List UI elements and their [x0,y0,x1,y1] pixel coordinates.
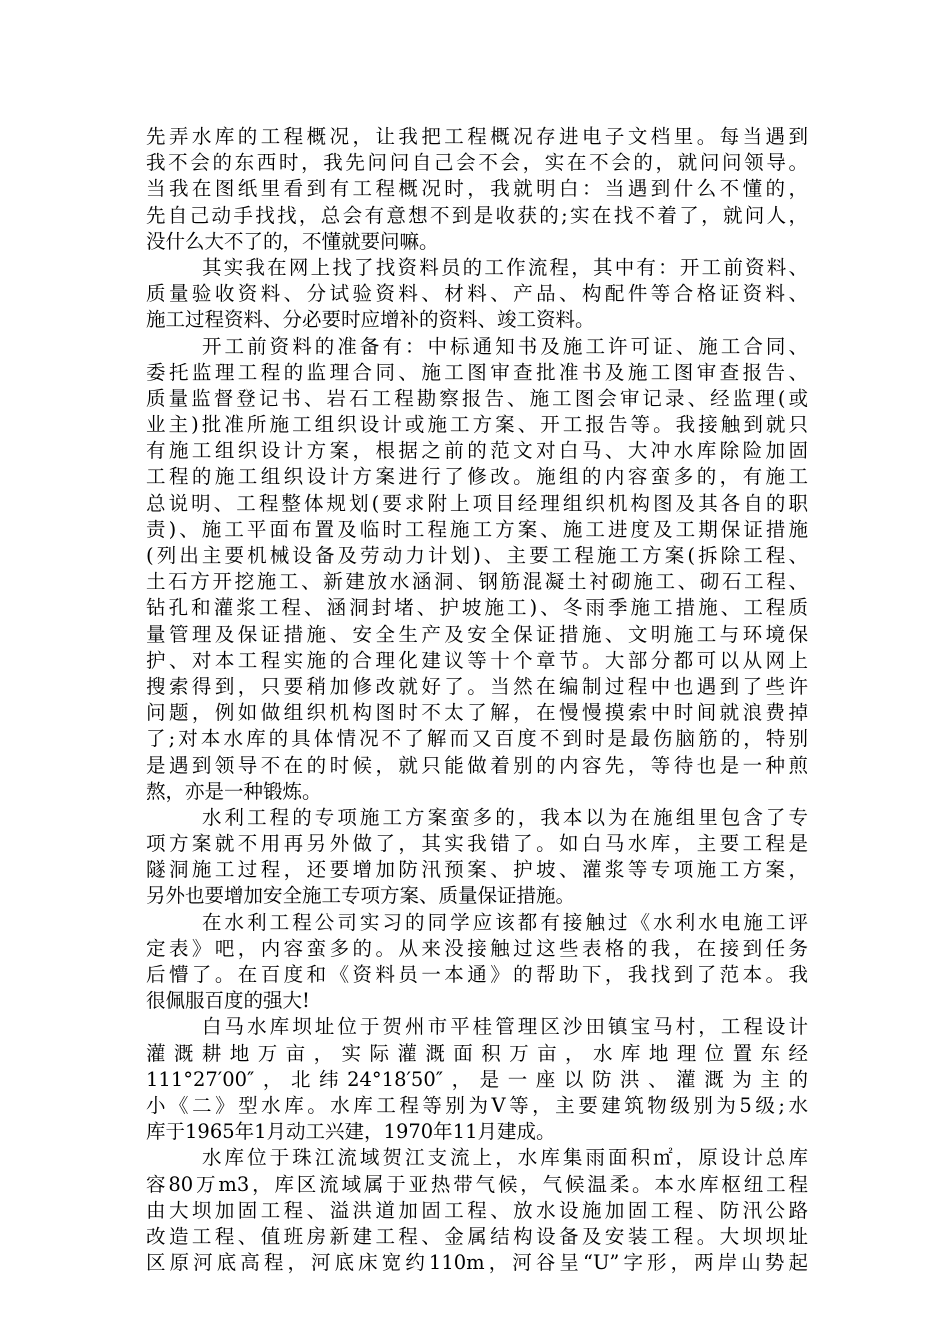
text-line: 工程的施工组织设计方案进行了修改。施组的内容蛮多的，有施工 [146,465,808,489]
text-line: 钻孔和灌浆工程、涵洞封堵、护坡施工)、冬雨季施工措施、工程质 [146,596,808,620]
text-line: 质量监督登记书、岩石工程勘察报告、施工图会审记录、经监理(或 [146,386,808,410]
text-line: 总说明、工程整体规划(要求附上项目经理组织机构图及其各自的职 [146,491,808,515]
text-line: 业主)批准所施工组织设计或施工方案、开工报告等。我接触到就只 [146,413,808,437]
text-line: 由大坝加固工程、溢洪道加固工程、放水设施加固工程、防汛公路 [146,1198,808,1222]
text-line: 项方案就不用再另外做了，其实我错了。如白马水库，主要工程是 [146,832,808,856]
text-line: 没什么大不了的，不懂就要问嘛。 [146,229,439,253]
text-line: 区原河底高程，河底床宽约110m，河谷呈“U”字形，两岸山势起 [146,1251,808,1275]
text-line: 在水利工程公司实习的同学应该都有接触过《水利水电施工评 [202,910,808,934]
text-line: 施工过程资料、分必要时应增补的资料、竣工资料。 [146,308,595,332]
text-line: 责)、施工平面布置及临时工程施工方案、施工进度及工期保证措施 [146,517,808,541]
text-line: 护、对本工程实施的合理化建议等十个章节。大部分都可以从网上 [146,648,808,672]
text-line: 了;对本水库的具体情况不了解而又百度不到时是最伤脑筋的，特别 [146,727,808,751]
text-line: 是遇到领导不在的时候，就只能做着别的内容先，等待也是一种煎 [146,753,808,777]
text-line: 开工前资料的准备有：中标通知书及施工许可证、施工合同、 [202,334,808,358]
text-line: 我不会的东西时，我先问问自己会不会，实在不会的，就问问领导。 [146,151,808,175]
text-line: 当我在图纸里看到有工程概况时，我就明白：当遇到什么不懂的， [146,177,808,201]
text-line: 定表》吧，内容蛮多的。从来没接触过这些表格的我，在接到任务 [146,936,808,960]
text-line: 小《二》型水库。水库工程等别为Ⅴ等，主要建筑物级别为5级;水 [146,1093,808,1117]
text-line: 先弄水库的工程概况，让我把工程概况存进电子文档里。每当遇到 [146,125,808,148]
text-line: 熬，亦是一种锻炼。 [146,779,322,803]
text-line: 容80万m3，库区流域属于亚热带气候，气候温柔。本水库枢纽工程 [146,1172,808,1196]
text-line: 111°27′00″，北纬24°18′50″，是一座以防洪、灌溉为主的 [146,1067,808,1091]
text-line: 水利工程的专项施工方案蛮多的，我本以为在施组里包含了专 [202,805,808,829]
text-line: 改造工程、值班房新建工程、金属结构设备及安装工程。大坝坝址 [146,1224,808,1248]
text-line: 先自己动手找找，总会有意想不到是收获的;实在找不着了，就问人， [146,203,808,227]
text-line: 灌溉耕地万亩，实际灌溉面积万亩，水库地理位置东经 [146,1041,808,1065]
text-line: 水库位于珠江流域贺江支流上，水库集雨面积㎡，原设计总库 [202,1146,808,1170]
text-line: 问题，例如做组织机构图时不太了解，在慢慢摸索中时间就浪费掉 [146,701,808,725]
text-line: 委托监理工程的监理合同、施工图审查批准书及施工图审查报告、 [146,360,808,384]
text-line: (列出主要机械设备及劳动力计划)、主要工程施工方案(拆除工程、 [146,544,808,567]
text-line: 白马水库坝址位于贺州市平桂管理区沙田镇宝马村，工程设计 [202,1015,808,1039]
text-line: 库于1965年1月动工兴建，1970年11月建成。 [146,1120,556,1144]
text-line: 质量验收资料、分试验资料、材料、产品、构配件等合格证资料、 [146,282,808,306]
text-line: 量管理及保证措施、安全生产及安全保证措施、文明施工与环境保 [146,622,808,646]
text-line: 其实我在网上找了找资料员的工作流程，其中有：开工前资料、 [202,255,808,279]
text-line: 土石方开挖施工、新建放水涵洞、钢筋混凝土衬砌施工、砌石工程、 [146,570,808,594]
text-line: 搜索得到，只要稍加修改就好了。当然在编制过程中也遇到了些许 [146,674,808,698]
text-line: 很佩服百度的强大! [146,989,310,1013]
text-line: 有施工组织设计方案，根据之前的范文对白马、大冲水库除险加固 [146,439,808,463]
text-line: 隧洞施工过程，还要增加防汛预案、护坡、灌浆等专项施工方案， [146,858,808,882]
text-line: 后懵了。在百度和《资料员一本通》的帮助下，我找到了范本。我 [146,963,808,986]
text-line: 另外也要增加安全施工专项方案、质量保证措施。 [146,884,576,908]
document-body [146,124,808,1276]
